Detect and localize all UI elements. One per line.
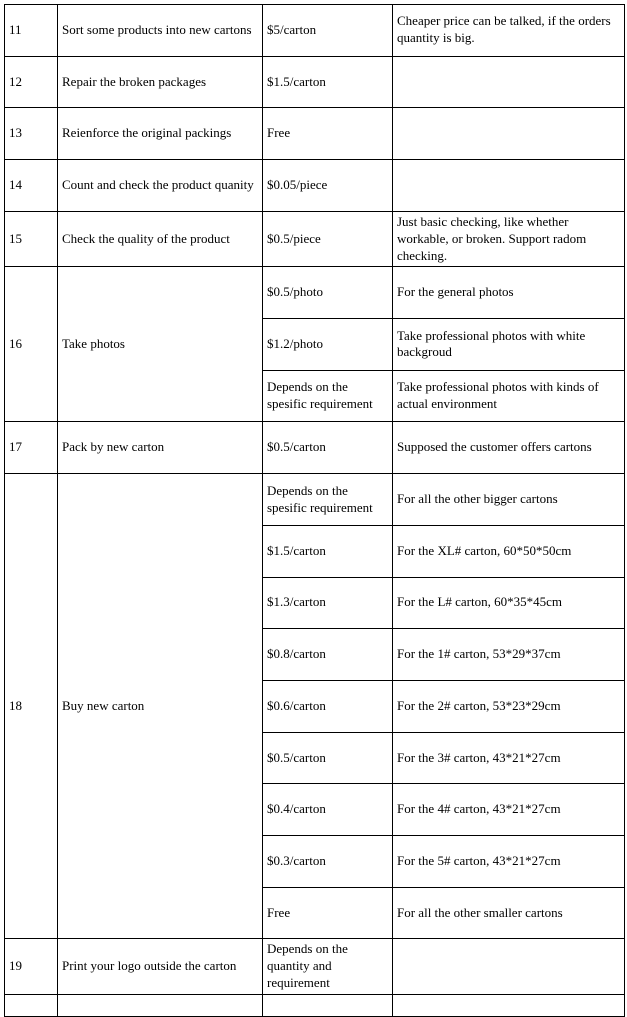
table-row — [5, 267, 625, 319]
price-cell: $0.5/photo — [263, 267, 393, 319]
empty-cell — [263, 995, 393, 1017]
row-number-cell: 16 — [5, 267, 58, 422]
table-row — [5, 211, 625, 267]
note-cell: For the 2# carton, 53*23*29cm — [393, 680, 625, 732]
note-cell: For the XL# carton, 60*50*50cm — [393, 525, 625, 577]
price-cell: $1.5/carton — [263, 525, 393, 577]
note-cell: Take professional photos with white backgroud — [393, 319, 625, 371]
price-cell: Depends on the quantity and requirement — [263, 939, 393, 995]
row-number-cell: 17 — [5, 422, 58, 474]
price-cell: $0.8/carton — [263, 629, 393, 681]
table-row — [5, 474, 625, 526]
price-cell: $0.5/carton — [263, 422, 393, 474]
service-cell: Take photos — [58, 267, 263, 422]
table-row — [5, 422, 625, 474]
note-cell: Cheaper price can be talked, if the orders quantity is big. — [393, 5, 625, 57]
price-cell: $1.3/carton — [263, 577, 393, 629]
table-row — [5, 56, 625, 108]
price-cell: $0.6/carton — [263, 680, 393, 732]
service-cell: Buy new carton — [58, 474, 263, 939]
note-cell: For the 4# carton, 43*21*27cm — [393, 784, 625, 836]
price-cell: Depends on the spesific requirement — [263, 474, 393, 526]
row-number-cell: 14 — [5, 160, 58, 212]
table-row — [5, 160, 625, 212]
service-cell: Sort some products into new cartons — [58, 5, 263, 57]
service-cell: Repair the broken packages — [58, 56, 263, 108]
pricing-table — [4, 4, 625, 1017]
note-cell: Take professional photos with kinds of actual environment — [393, 370, 625, 422]
note-cell — [393, 56, 625, 108]
note-cell: For the L# carton, 60*35*45cm — [393, 577, 625, 629]
row-number-cell: 15 — [5, 211, 58, 267]
note-cell: For the 3# carton, 43*21*27cm — [393, 732, 625, 784]
price-cell: $0.5/carton — [263, 732, 393, 784]
price-cell: $1.2/photo — [263, 319, 393, 371]
empty-cell — [5, 995, 58, 1017]
price-cell: $1.5/carton — [263, 56, 393, 108]
price-cell: $0.5/piece — [263, 211, 393, 267]
service-cell: Check the quality of the product — [58, 211, 263, 267]
table-row — [5, 108, 625, 160]
note-cell — [393, 108, 625, 160]
row-number-cell: 19 — [5, 939, 58, 995]
note-cell — [393, 939, 625, 995]
note-cell: For the 5# carton, 43*21*27cm — [393, 835, 625, 887]
table-row — [5, 939, 625, 995]
price-cell: $0.05/piece — [263, 160, 393, 212]
row-number-cell: 11 — [5, 5, 58, 57]
table-row — [5, 5, 625, 57]
empty-cell — [58, 995, 263, 1017]
row-number-cell: 13 — [5, 108, 58, 160]
price-cell: $5/carton — [263, 5, 393, 57]
note-cell: For all the other smaller cartons — [393, 887, 625, 939]
service-cell: Print your logo outside the carton — [58, 939, 263, 995]
table-row-partial — [5, 995, 625, 1017]
note-cell — [393, 160, 625, 212]
price-cell: $0.4/carton — [263, 784, 393, 836]
price-cell: Depends on the spesific requirement — [263, 370, 393, 422]
note-cell: For the 1# carton, 53*29*37cm — [393, 629, 625, 681]
service-cell: Pack by new carton — [58, 422, 263, 474]
note-cell: Just basic checking, like whether workable, or broken. Support radom checking. — [393, 211, 625, 267]
service-cell: Count and check the product quanity — [58, 160, 263, 212]
row-number-cell: 12 — [5, 56, 58, 108]
row-number-cell: 18 — [5, 474, 58, 939]
price-cell: $0.3/carton — [263, 835, 393, 887]
empty-cell — [393, 995, 625, 1017]
note-cell: For all the other bigger cartons — [393, 474, 625, 526]
price-cell: Free — [263, 108, 393, 160]
note-cell: For the general photos — [393, 267, 625, 319]
note-cell: Supposed the customer offers cartons — [393, 422, 625, 474]
price-cell: Free — [263, 887, 393, 939]
service-cell: Reienforce the original packings — [58, 108, 263, 160]
